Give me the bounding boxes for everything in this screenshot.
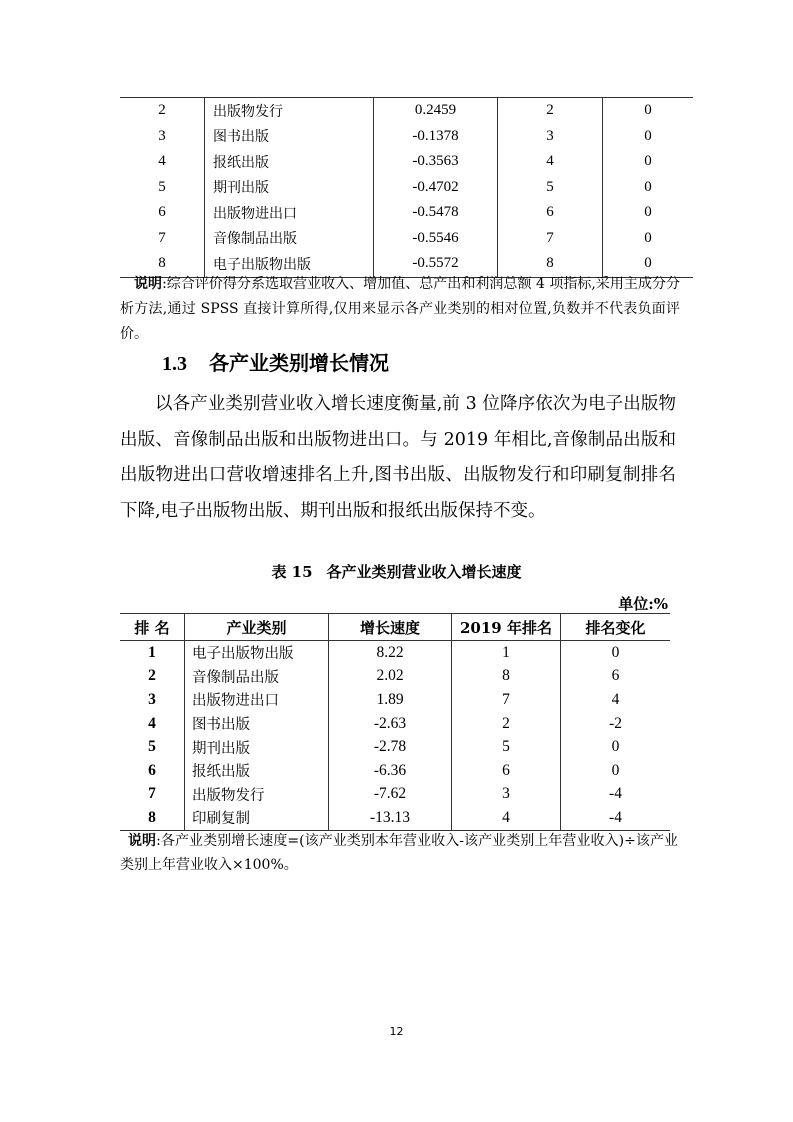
change-cell: 0 (603, 98, 694, 124)
rank2-cell: 6 (498, 200, 603, 226)
category-cell: 出版物发行 (185, 783, 329, 807)
change-cell: -2 (561, 712, 671, 736)
column-header: 产业类别 (185, 614, 329, 641)
category-cell: 出版物进出口 (185, 688, 329, 712)
ranking-table-continued (120, 97, 693, 278)
rank2-cell: 5 (498, 175, 603, 201)
column-header: 排名变化 (561, 614, 671, 641)
growth-cell: 2.02 (329, 665, 452, 689)
rank-cell: 3 (148, 690, 156, 708)
section-title: 各产业类别增长情况 (209, 351, 389, 375)
rank2-cell: 3 (498, 124, 603, 150)
rank2019-cell: 6 (452, 759, 561, 783)
category-cell: 出版物进出口 (205, 200, 374, 226)
change-cell: 0 (603, 251, 694, 277)
table-row (120, 665, 670, 689)
change-cell: 0 (603, 175, 694, 201)
score-cell: -0.5572 (374, 251, 498, 277)
category-cell: 图书出版 (185, 712, 329, 736)
growth-cell: -2.78 (329, 735, 452, 759)
category-cell: 印刷复制 (185, 806, 329, 830)
change-cell: 0 (603, 124, 694, 150)
table-row (120, 200, 693, 226)
rank-cell: 4 (148, 714, 156, 732)
score-cell: -0.5478 (374, 200, 498, 226)
category-cell: 音像制品出版 (185, 665, 329, 689)
score-cell: -0.1378 (374, 124, 498, 150)
table-row (120, 783, 670, 807)
category-cell: 出版物发行 (205, 98, 374, 124)
rank-cell: 3 (158, 127, 166, 144)
table-row (120, 124, 693, 150)
note-label: 说明 (134, 276, 163, 292)
unit-label: 单位:% (618, 595, 668, 613)
category-cell: 图书出版 (205, 124, 374, 150)
rank-cell: 1 (148, 643, 156, 661)
change-cell: -4 (561, 806, 671, 830)
rank2-cell: 8 (498, 251, 603, 277)
table-row (120, 688, 670, 712)
category-cell: 期刊出版 (185, 735, 329, 759)
table-title (0, 561, 793, 582)
growth-table-header (120, 614, 670, 641)
rank-cell: 5 (148, 738, 156, 756)
rank-cell: 6 (158, 204, 166, 221)
growth-cell: -13.13 (329, 806, 452, 830)
table-row (120, 712, 670, 736)
category-cell: 音像制品出版 (205, 226, 374, 252)
rank2019-cell: 4 (452, 806, 561, 830)
change-cell: 0 (561, 641, 671, 665)
change-cell: 0 (561, 735, 671, 759)
rank2019-cell: 3 (452, 783, 561, 807)
header-row (120, 614, 670, 641)
rank-cell: 5 (158, 178, 166, 195)
rank-cell: 6 (148, 761, 156, 779)
change-cell: 0 (603, 226, 694, 252)
section-number: 1.3 (162, 353, 187, 375)
table-number: 表 15 (271, 563, 313, 581)
table-row (120, 175, 693, 201)
rank-cell: 7 (158, 229, 166, 246)
growth-cell: -7.62 (329, 783, 452, 807)
rank-cell: 4 (158, 153, 166, 170)
change-cell: 0 (603, 149, 694, 175)
section-heading (162, 347, 389, 376)
rank-cell: 2 (148, 667, 156, 685)
table-row (120, 226, 693, 252)
note-label: 说明 (128, 833, 157, 849)
rank-cell: 8 (120, 806, 185, 830)
rank2-cell: 7 (498, 226, 603, 252)
rank2019-cell: 2 (452, 712, 561, 736)
growth-cell: -6.36 (329, 759, 452, 783)
growth-cell: 1.89 (329, 688, 452, 712)
page-number: 12 (389, 1025, 404, 1038)
category-cell: 报纸出版 (205, 149, 374, 175)
category-cell: 电子出版物出版 (185, 641, 329, 665)
change-cell: -4 (561, 783, 671, 807)
rank2019-cell: 8 (452, 665, 561, 689)
change-cell: 0 (603, 200, 694, 226)
table-row (120, 98, 693, 124)
score-cell: -0.5546 (374, 226, 498, 252)
score-cell: 0.2459 (374, 98, 498, 124)
change-cell: 4 (561, 688, 671, 712)
rank2019-cell: 7 (452, 688, 561, 712)
column-header: 增长速度 (329, 614, 452, 641)
rank2019-cell: 1 (452, 641, 561, 665)
note-text: :综合评价得分系选取营业收入、增加值、总产出和利润总额 4 项指标,采用主成分分析方法,通过 SPSS 直接计算所得,仅用来显示各产业类别的相对位置,负数并不代表负面评价。 (120, 276, 680, 342)
table-row (120, 735, 670, 759)
rank-cell: 8 (120, 251, 205, 277)
table-note (120, 272, 680, 347)
table-row (120, 759, 670, 783)
body-paragraph: 以各产业类别营业收入增长速度衡量,前 3 位降序依次为电子出版物出版、音像制品出版和出版物进出口。与 2019 年相比,音像制品出版和出版物进出口营收增速排名上升,图书出版、出版物发行和印刷复制排名下降,电子出版物出版、期刊出版和报纸出版保持不变。 (120, 394, 676, 521)
rank-cell: 7 (148, 785, 156, 803)
table-row (120, 806, 670, 830)
category-cell: 电子出版物出版 (205, 251, 374, 277)
score-cell: -0.3563 (374, 149, 498, 175)
table-row (120, 641, 670, 665)
change-cell: 6 (561, 665, 671, 689)
change-cell: 0 (561, 759, 671, 783)
rank-cell: 2 (120, 98, 205, 124)
note-text: :各产业类别增长速度=(该产业类别本年营业收入-该产业类别上年营业收入)÷该产业类别上年营业收入×100%。 (120, 833, 679, 873)
growth-cell: -2.63 (329, 712, 452, 736)
table-row (120, 149, 693, 175)
ranking-table-body (120, 98, 693, 278)
rank2-cell: 2 (498, 98, 603, 124)
column-header: 排 名 (120, 614, 185, 641)
growth-table-body (120, 641, 670, 831)
growth-table (120, 613, 670, 831)
score-cell: -0.4702 (374, 175, 498, 201)
rank2019-cell: 5 (452, 735, 561, 759)
table-note (120, 829, 678, 877)
column-header: 2019 年排名 (452, 614, 561, 641)
growth-cell: 8.22 (329, 641, 452, 665)
rank2-cell: 4 (498, 149, 603, 175)
category-cell: 期刊出版 (205, 175, 374, 201)
category-cell: 报纸出版 (185, 759, 329, 783)
table-title-text: 各产业类别营业收入增长速度 (326, 563, 522, 581)
